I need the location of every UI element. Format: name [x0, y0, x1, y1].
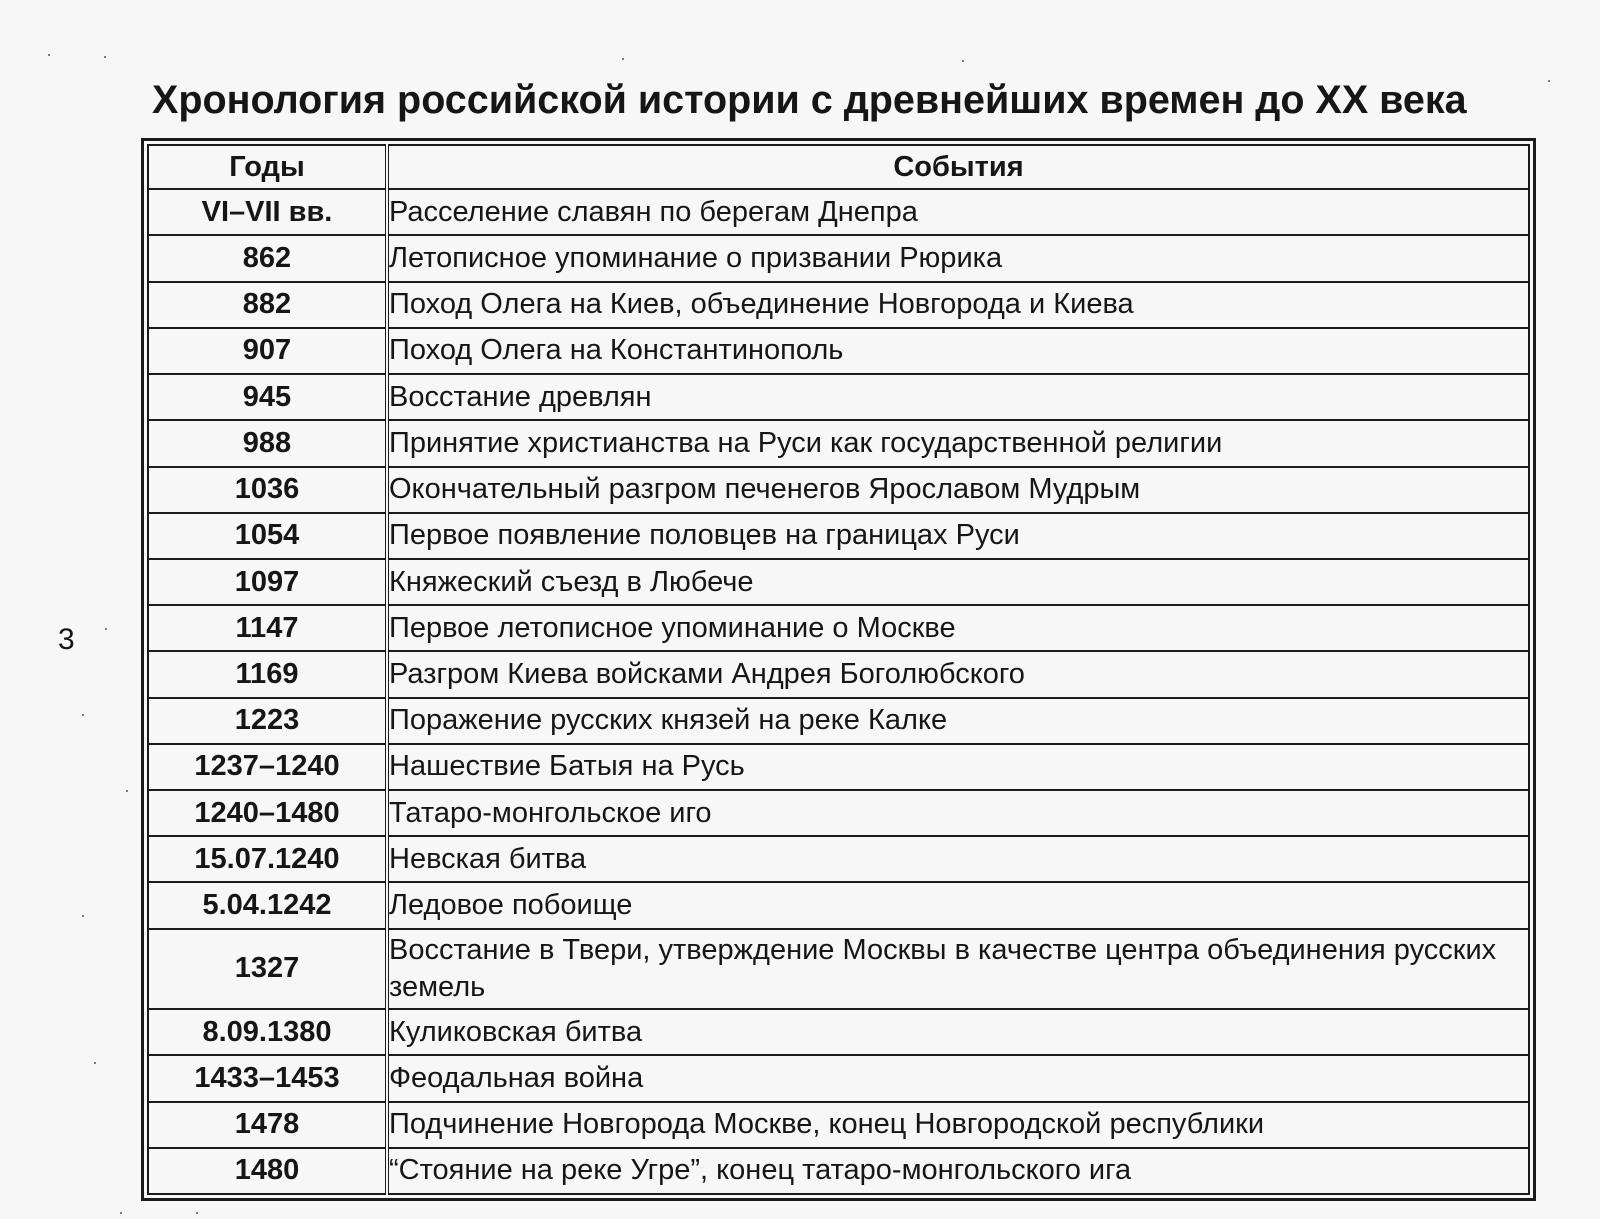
row-year: 5.04.1242	[148, 882, 387, 928]
row-event: Куликовская битва	[387, 1009, 1529, 1055]
row-year: 1478	[148, 1102, 387, 1148]
row-event: Расселение славян по берегам Днепра	[387, 189, 1529, 235]
row-year: 882	[148, 282, 387, 328]
row-event: Феодальная война	[387, 1055, 1529, 1101]
header-events: События	[387, 145, 1529, 189]
table-row	[148, 1009, 1529, 1055]
table-row	[148, 559, 1529, 605]
row-event: Ледовое побоище	[387, 882, 1529, 928]
row-year: 1480	[148, 1148, 387, 1194]
row-year: 1223	[148, 698, 387, 744]
row-year: VI–VII вв.	[148, 189, 387, 235]
row-event: Поражение русских князей на реке Калке	[387, 698, 1529, 744]
row-year: 1169	[148, 651, 387, 697]
row-event: Первое летописное упоминание о Москве	[387, 605, 1529, 651]
row-event: Подчинение Новгорода Москве, конец Новгородской республики	[387, 1102, 1529, 1148]
table-row	[148, 651, 1529, 697]
table-row	[148, 420, 1529, 466]
table-row	[148, 189, 1529, 235]
row-event: Княжеский съезд в Любече	[387, 559, 1529, 605]
row-event: Поход Олега на Киев, объединение Новгорода и Киева	[387, 282, 1529, 328]
table-row	[148, 282, 1529, 328]
row-year: 1097	[148, 559, 387, 605]
table-row	[148, 374, 1529, 420]
row-event: Окончательный разгром печенегов Ярославом Мудрым	[387, 467, 1529, 513]
row-event: Первое появление половцев на границах Руси	[387, 513, 1529, 559]
row-event: Поход Олега на Константинополь	[387, 328, 1529, 374]
row-year: 1240–1480	[148, 790, 387, 836]
row-year: 1054	[148, 513, 387, 559]
row-year: 945	[148, 374, 387, 420]
row-event: Восстание древлян	[387, 374, 1529, 420]
table-header-row	[148, 145, 1529, 189]
row-year: 15.07.1240	[148, 836, 387, 882]
row-event: Восстание в Твери, утверждение Москвы в качестве центра объединения русских земель	[387, 929, 1529, 1009]
row-year: 1327	[148, 929, 387, 1009]
page-number: 3	[58, 623, 75, 656]
row-event: Татаро-монгольское иго	[387, 790, 1529, 836]
chronology-table-frame	[141, 138, 1536, 1201]
table-row	[148, 1148, 1529, 1194]
table-row	[148, 698, 1529, 744]
table-row	[148, 744, 1529, 790]
table-row	[148, 836, 1529, 882]
row-year: 1036	[148, 467, 387, 513]
row-event: Летописное упоминание о призвании Рюрика	[387, 235, 1529, 281]
chronology-table	[147, 144, 1530, 1195]
table-row	[148, 790, 1529, 836]
row-event: “Стояние на реке Угре”, конец татаро-монгольского ига	[387, 1148, 1529, 1194]
table-row	[148, 467, 1529, 513]
table-row	[148, 882, 1529, 928]
row-year: 1237–1240	[148, 744, 387, 790]
row-event: Нашествие Батыя на Русь	[387, 744, 1529, 790]
page-title: Хронология российской истории с древнейших времен до XX века	[152, 78, 1467, 122]
row-year: 862	[148, 235, 387, 281]
row-year: 8.09.1380	[148, 1009, 387, 1055]
table-row	[148, 1102, 1529, 1148]
table-row	[148, 605, 1529, 651]
row-year: 988	[148, 420, 387, 466]
header-years: Годы	[148, 145, 387, 189]
row-event: Принятие христианства на Руси как государственной религии	[387, 420, 1529, 466]
row-year: 1147	[148, 605, 387, 651]
row-year: 907	[148, 328, 387, 374]
row-event: Разгром Киева войсками Андрея Боголюбского	[387, 651, 1529, 697]
row-event: Невская битва	[387, 836, 1529, 882]
table-row	[148, 1055, 1529, 1101]
table-row	[148, 513, 1529, 559]
row-year: 1433–1453	[148, 1055, 387, 1101]
table-row	[148, 235, 1529, 281]
table-row	[148, 929, 1529, 1009]
table-row	[148, 328, 1529, 374]
